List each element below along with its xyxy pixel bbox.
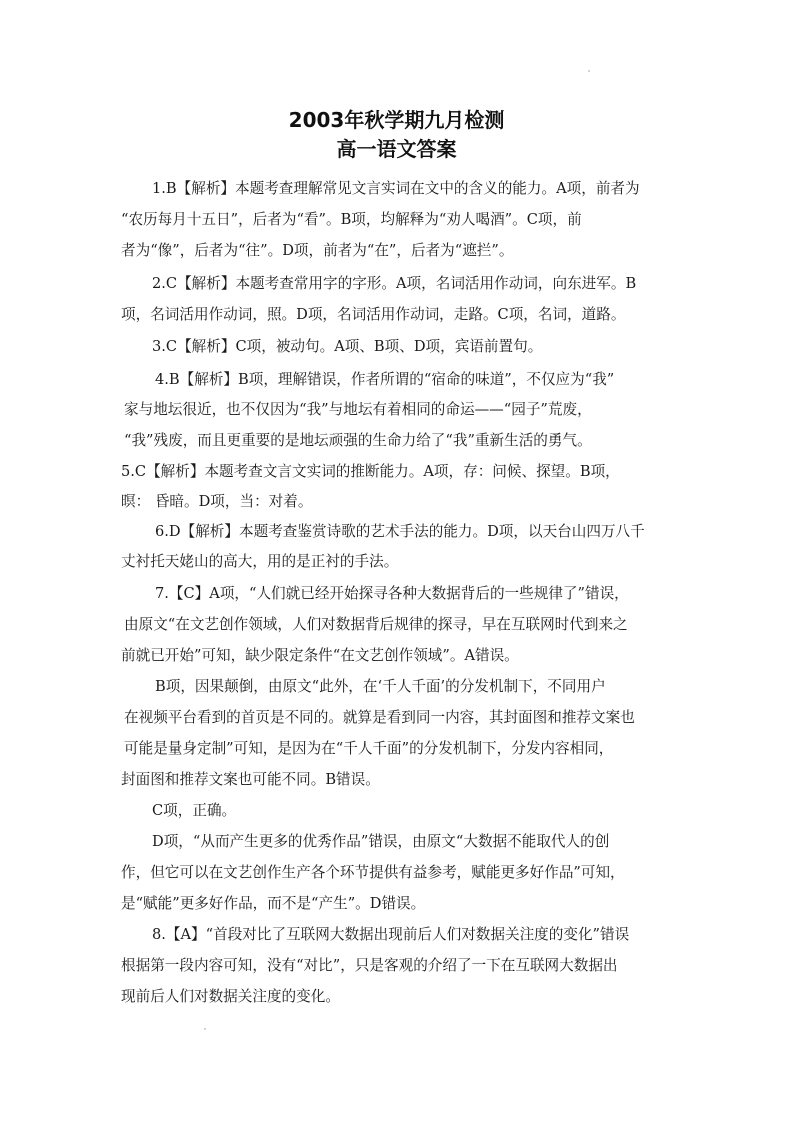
answer-2-line-1: 2.C【解析】本题考查常用字的字形。A项，名词活用作动词，向东进军。B xyxy=(152,275,637,292)
answer-7c-line-1: C项，正确。 xyxy=(152,802,237,819)
answer-6-line-2: 丈衬托天姥山的高大，用的是正衬的手法。 xyxy=(121,553,399,570)
answer-4-line-2: 家与地坛很近，也不仅因为“我”与地坛有着相同的命运——“园子”荒废， xyxy=(124,401,592,418)
answer-1-line-1: 1.B【解析】本题考查理解常见文言实词在文中的含义的能力。A项，前者为 xyxy=(152,180,640,197)
answer-subtitle: 高一语文答案 xyxy=(336,137,457,161)
answer-7d-line-1: D项，“从而产生更多的优秀作品”错误，由原文“大数据不能取代人的创 xyxy=(152,833,610,850)
answer-2-line-2: 项，名词活用作动词，照。D项，名词活用作动词，走路。C项，名词，道路。 xyxy=(121,306,626,323)
scan-speck xyxy=(588,70,590,72)
answer-7d-line-2: 作，但它可以在文艺创作生产各个环节提供有益参考，赋能更多好作品”可知， xyxy=(121,864,625,881)
answer-5-line-2: 暝： 昏暗。D项，当：对着。 xyxy=(121,493,313,510)
answer-7-line-2: 由原文“在文艺创作领域，人们对数据背后规律的探寻，早在互联网时代到来之 xyxy=(124,616,628,633)
answer-5-line-1: 5.C【解析】本题考查文言文实词的推断能力。A项，存：问候、探望。B项， xyxy=(121,463,620,480)
answer-1-line-2: “农历每月十五日”，后者为“看”。B项，均解释为“劝人喝酒”。C项，前 xyxy=(121,211,582,228)
answer-7b-line-2: 在视频平台看到的首页是不同的。就算是看到同一内容，其封面图和推荐文案也 xyxy=(124,709,635,726)
answer-8-line-3: 现前后人们对数据关注度的变化。 xyxy=(121,988,340,1005)
answer-4-line-1: 4.B【解析】B项，理解错误，作者所谓的“宿命的味道”，不仅应为“我” xyxy=(155,371,615,388)
answer-7-line-1: 7.【C】A项，“人们就已经开始探寻各种大数据背后的一些规律了”错误， xyxy=(155,585,629,602)
answer-8-line-1: 8.【A】“首段对比了互联网大数据出现前后人们对数据关注度的变化”错误 xyxy=(152,926,630,943)
answer-4-line-3: “我”残废，而且更重要的是地坛顽强的生命力给了“我”重新生活的勇气。 xyxy=(124,432,592,449)
exam-title: 2003年秋学期九月检测 xyxy=(288,108,505,132)
answer-7b-line-1: B项，因果颠倒，由原文“此外，在‘千人千面’的分发机制下，不同用户 xyxy=(155,678,606,695)
answer-7d-line-3: 是“赋能”更多好作品，而不是“产生”。D错误。 xyxy=(121,895,426,912)
answer-7b-line-4: 封面图和推荐文案也可能不同。B错误。 xyxy=(121,771,380,788)
answer-7b-line-3: 可能是量身定制”可知，是因为在“千人千面”的分发机制下，分发内容相同， xyxy=(124,740,614,757)
scan-speck xyxy=(204,1028,206,1030)
answer-7-line-3: 前就已开始”可知，缺少限定条件“在文艺创作领域”。A错误。 xyxy=(121,647,519,664)
answer-8-line-2: 根据第一段内容可知，没有“对比”，只是客观的介绍了一下在互联网大数据出 xyxy=(121,957,618,974)
answer-6-line-1: 6.D【解析】本题考查鉴赏诗歌的艺术手法的能力。D项，以天台山四万八千 xyxy=(155,523,645,540)
answer-1-line-3: 者为“像”，后者为“往”。D项，前者为“在”，后者为“遮拦”。 xyxy=(121,242,514,259)
answer-3-line-1: 3.C【解析】C项，被动句。A项、B项、D项，宾语前置句。 xyxy=(152,338,543,355)
